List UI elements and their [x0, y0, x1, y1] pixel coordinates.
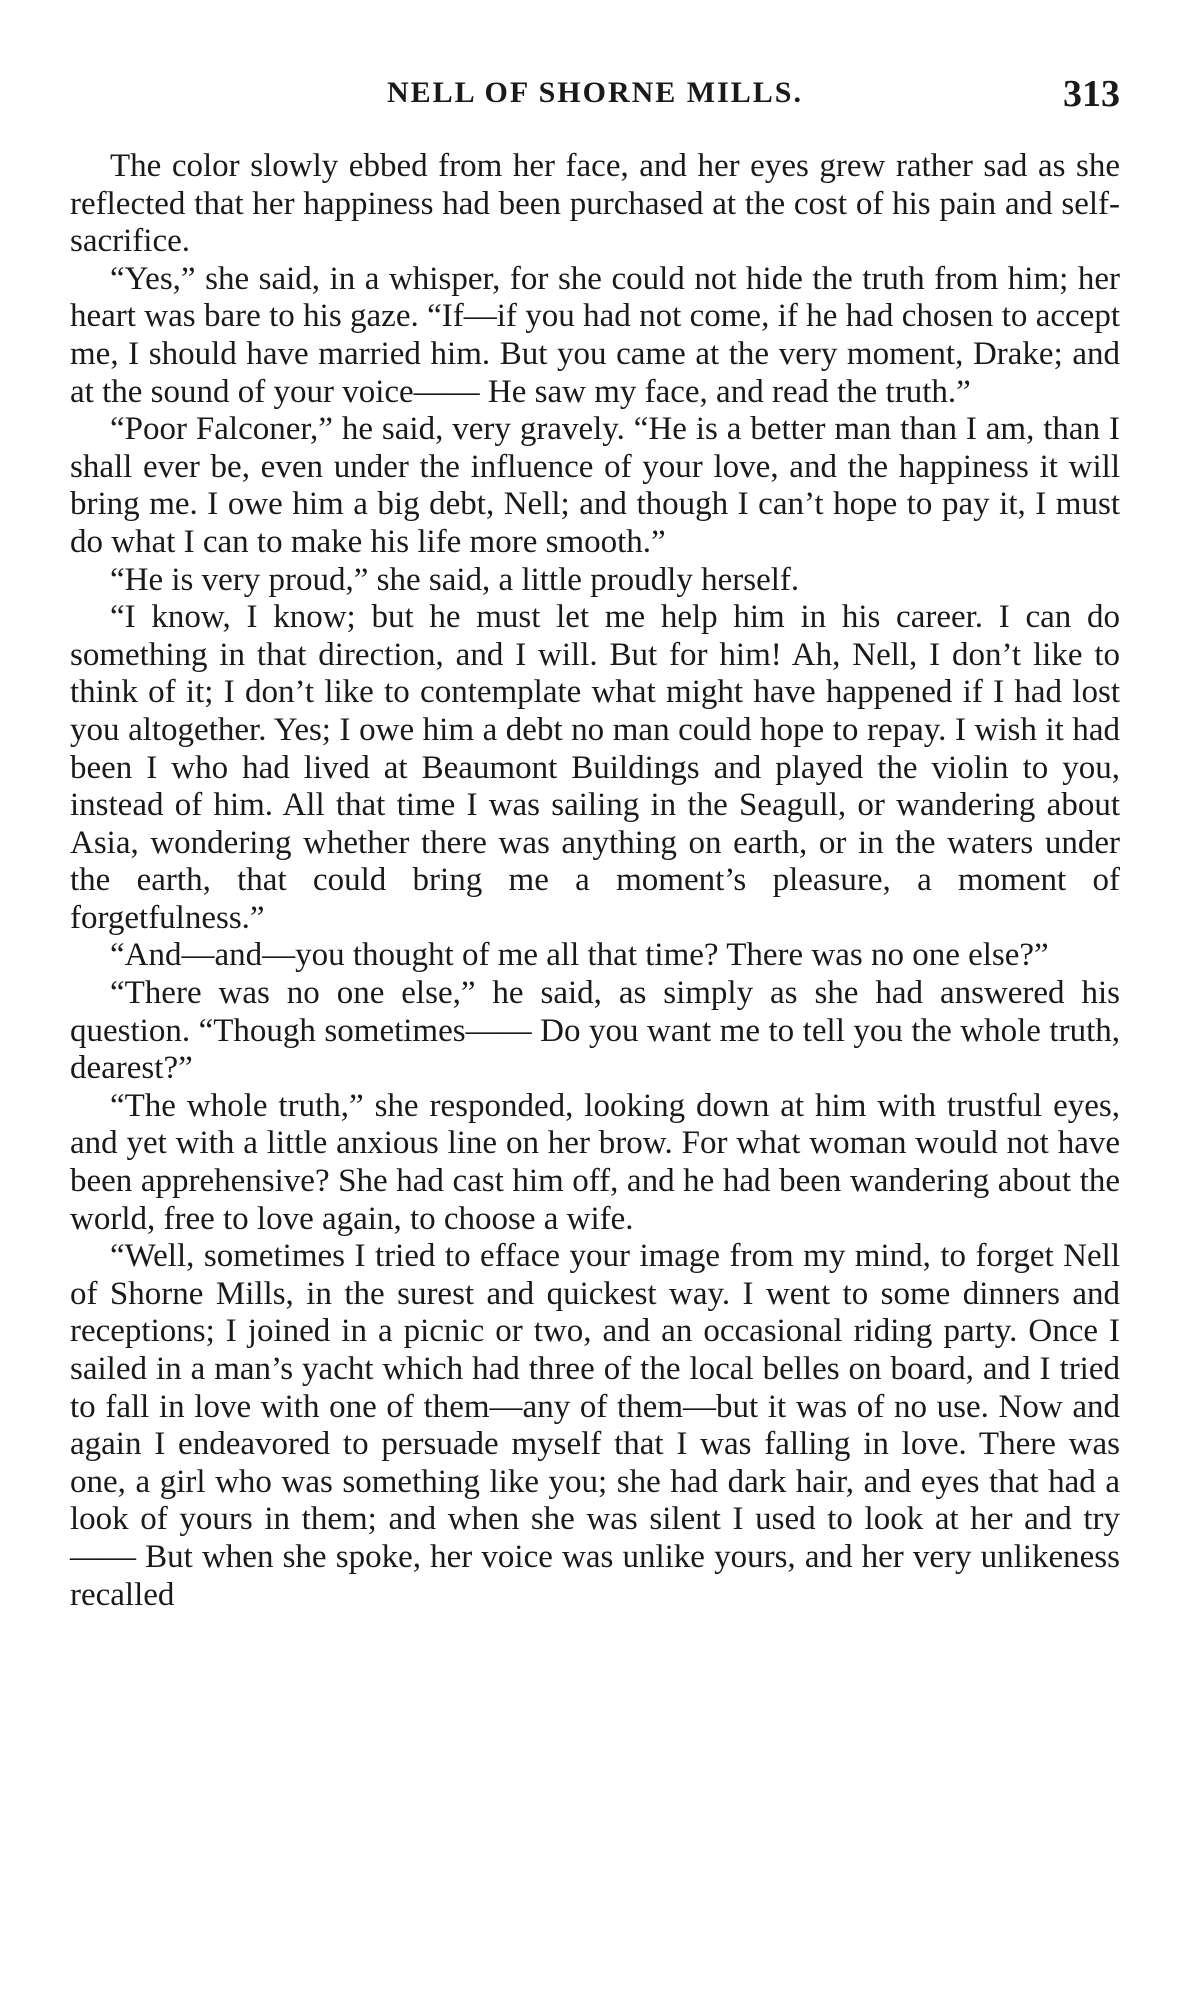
paragraph: “The whole truth,” she responded, looking down at him with trustful eyes, and yet with a little anxious line on her brow. For what woman would not have been apprehensive? She had cast him off, and he had been wandering about the world, free to love again, to choose a wife. [70, 1087, 1120, 1237]
paragraph: “There was no one else,” he said, as simply as she had answered his question. “Though sometimes—— Do you want me to tell you the whole truth, dearest?” [70, 975, 1120, 1087]
paragraph: “Poor Falconer,” he said, very gravely. “He is a better man than I am, than I shall ever be, even under the influence of your love, and the happiness it will bring me. I owe him a big debt, Nell; and though I can’t hope to pay it, I must do what I can to make his life more smooth.” [70, 411, 1120, 560]
paragraph: “He is very proud,” she said, a little proudly herself. [110, 561, 800, 598]
text-body [70, 148, 1120, 1614]
running-title: NELL OF SHORNE MILLS. [387, 76, 803, 109]
running-head [70, 72, 1120, 122]
paragraph: “Well, sometimes I tried to efface your image from my mind, to forget Nell of Shorne Mills, in the surest and quickest way. I went to some dinners and receptions; I joined in a picnic or two, and an occasional riding party. Once I sailed in a man’s yacht which had three of the local belles on board, and I tried to fall in love with one of them—any of them—but it was of no use. Now and again I endeavored to persuade myself that I was falling in love. There was one, a girl who was something like you; she had dark hair, and eyes that had a look of yours in them; and when she was silent I used to look at her and try—— But when she spoke, her voice was unlike yours, and her very unlikeness recalled [70, 1238, 1120, 1613]
page-number: 313 [1063, 73, 1120, 115]
paragraph: “I know, I know; but he must let me help him in his career. I can do something in that direction, and I will. But for him! Ah, Nell, I don’t like to think of it; I don’t like to contemplate what might have happened if I had lost you altogether. Yes; I owe him a debt no man could hope to repay. I wish it had been I who had lived at Beaumont Buildings and played the violin to you, instead of him. All that time I was sailing in the Seagull, or wandering about Asia, wondering whether there was anything on earth, or in the waters under the earth, that could bring me a moment’s pleasure, a moment of forgetfulness.” [70, 599, 1120, 936]
paragraph: “And—and—you thought of me all that time? There was no one else?” [110, 937, 1049, 974]
paragraph: “Yes,” she said, in a whisper, for she could not hide the truth from him; her heart was bare to his gaze. “If—if you had not come, if he had chosen to accept me, I should have married him. But you came at the very moment, Drake; and at the sound of your voice—— He saw my face, and read the truth.” [70, 260, 1120, 410]
paragraph: The color slowly ebbed from her face, and her eyes grew rather sad as she reflected that her happiness had been purchased at the cost of his pain and self-sacrifice. [70, 148, 1120, 260]
